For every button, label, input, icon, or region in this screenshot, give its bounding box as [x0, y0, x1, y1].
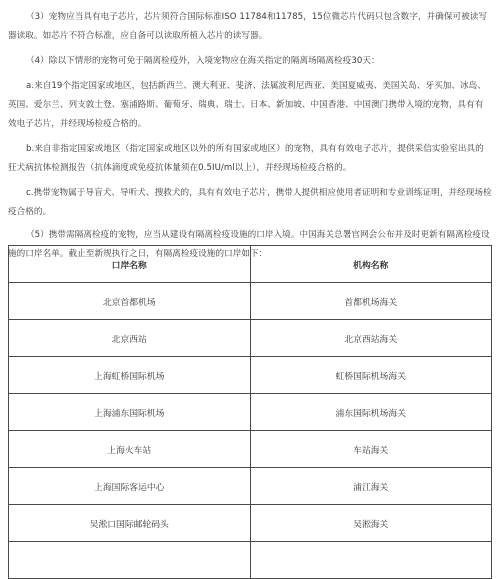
paragraph-item-a: a.来自19个指定国家或地区，包括新西兰、澳大利亚、斐济、法属波利尼西亚、美国夏威夷、美国关岛、牙买加、冰岛、英国、爱尔兰、列支敦士登、塞浦路斯、葡萄牙、瑞典、瑞士、日本、新加坡、中国香港、中国澳门携带入境的宠物，具有有效电子芯片，并经现场检疫合格的。: [8, 81, 486, 129]
agency-name-cell: 车站海关: [250, 431, 492, 468]
paragraph-item-b: b.来自非指定国家或地区（指定国家或地区以外的所有国家或地区）的宠物，具有有效电子芯片，提供采信实验室出具的狂犬病抗体检测报告（抗体滴度或免疫抗体量须在0.5IU/ml以上），并经现场检疫合格的。: [8, 144, 484, 173]
port-name-cell: 北京西站: [9, 320, 251, 357]
port-name-cell: 上海浦东国际机场: [9, 394, 251, 431]
agency-name-cell: 首都机场海关: [250, 283, 492, 320]
table-row: [9, 468, 492, 505]
table-row: [9, 357, 492, 394]
table-row: [9, 431, 492, 468]
table-row: [9, 283, 492, 320]
port-name-cell: [9, 542, 251, 579]
table-row: [9, 394, 492, 431]
ports-table: [8, 245, 492, 579]
header-agency-name: 机构名称: [250, 246, 492, 283]
paragraph-ports-intro: （5）携带需隔离检疫的宠物，应当从建设有隔离检疫设施的口岸入境。中国海关总署官网会公布并及时更新有隔离检疫设施的口岸名单。截止至新规执行之日，有隔离检疫设施的口岸如下：: [8, 230, 490, 259]
agency-name-cell: 虹桥国际机场海关: [250, 357, 492, 394]
table-header-row: [9, 246, 492, 283]
table-row: [9, 505, 492, 542]
port-name-cell: 吴淞口国际邮轮码头: [9, 505, 251, 542]
port-name-cell: 上海火车站: [9, 431, 251, 468]
agency-name-cell: 北京西站海关: [250, 320, 492, 357]
agency-name-cell: 浦江海关: [250, 468, 492, 505]
paragraph-quarantine-exemption: （4）除以下情形的宠物可免于隔离检疫外，入境宠物应在海关指定的隔离场隔离检疫30天：: [26, 56, 380, 66]
table-row: [9, 320, 492, 357]
port-name-cell: 上海虹桥国际机场: [9, 357, 251, 394]
paragraph-item-c: c.携带宠物属于导盲犬、导听犬、搜救犬的，具有有效电子芯片，携带人提供相应使用者证明和专业训练证明，并经现场检疫合格的。: [8, 188, 492, 217]
agency-name-cell: 吴淞海关: [250, 505, 492, 542]
agency-name-cell: [250, 542, 492, 579]
table-row: [9, 542, 492, 579]
port-name-cell: 北京首都机场: [9, 283, 251, 320]
paragraph-microchip: （3）宠物应当具有电子芯片，芯片须符合国际标准ISO 11784和11785，15位微芯片代码只包含数字，并确保可被读写器读取。如芯片不符合标准，应自备可以读取所植入芯片的读写器。: [8, 12, 488, 41]
header-port-name: 口岸名称: [9, 246, 251, 283]
agency-name-cell: 浦东国际机场海关: [250, 394, 492, 431]
port-name-cell: 上海国际客运中心: [9, 468, 251, 505]
